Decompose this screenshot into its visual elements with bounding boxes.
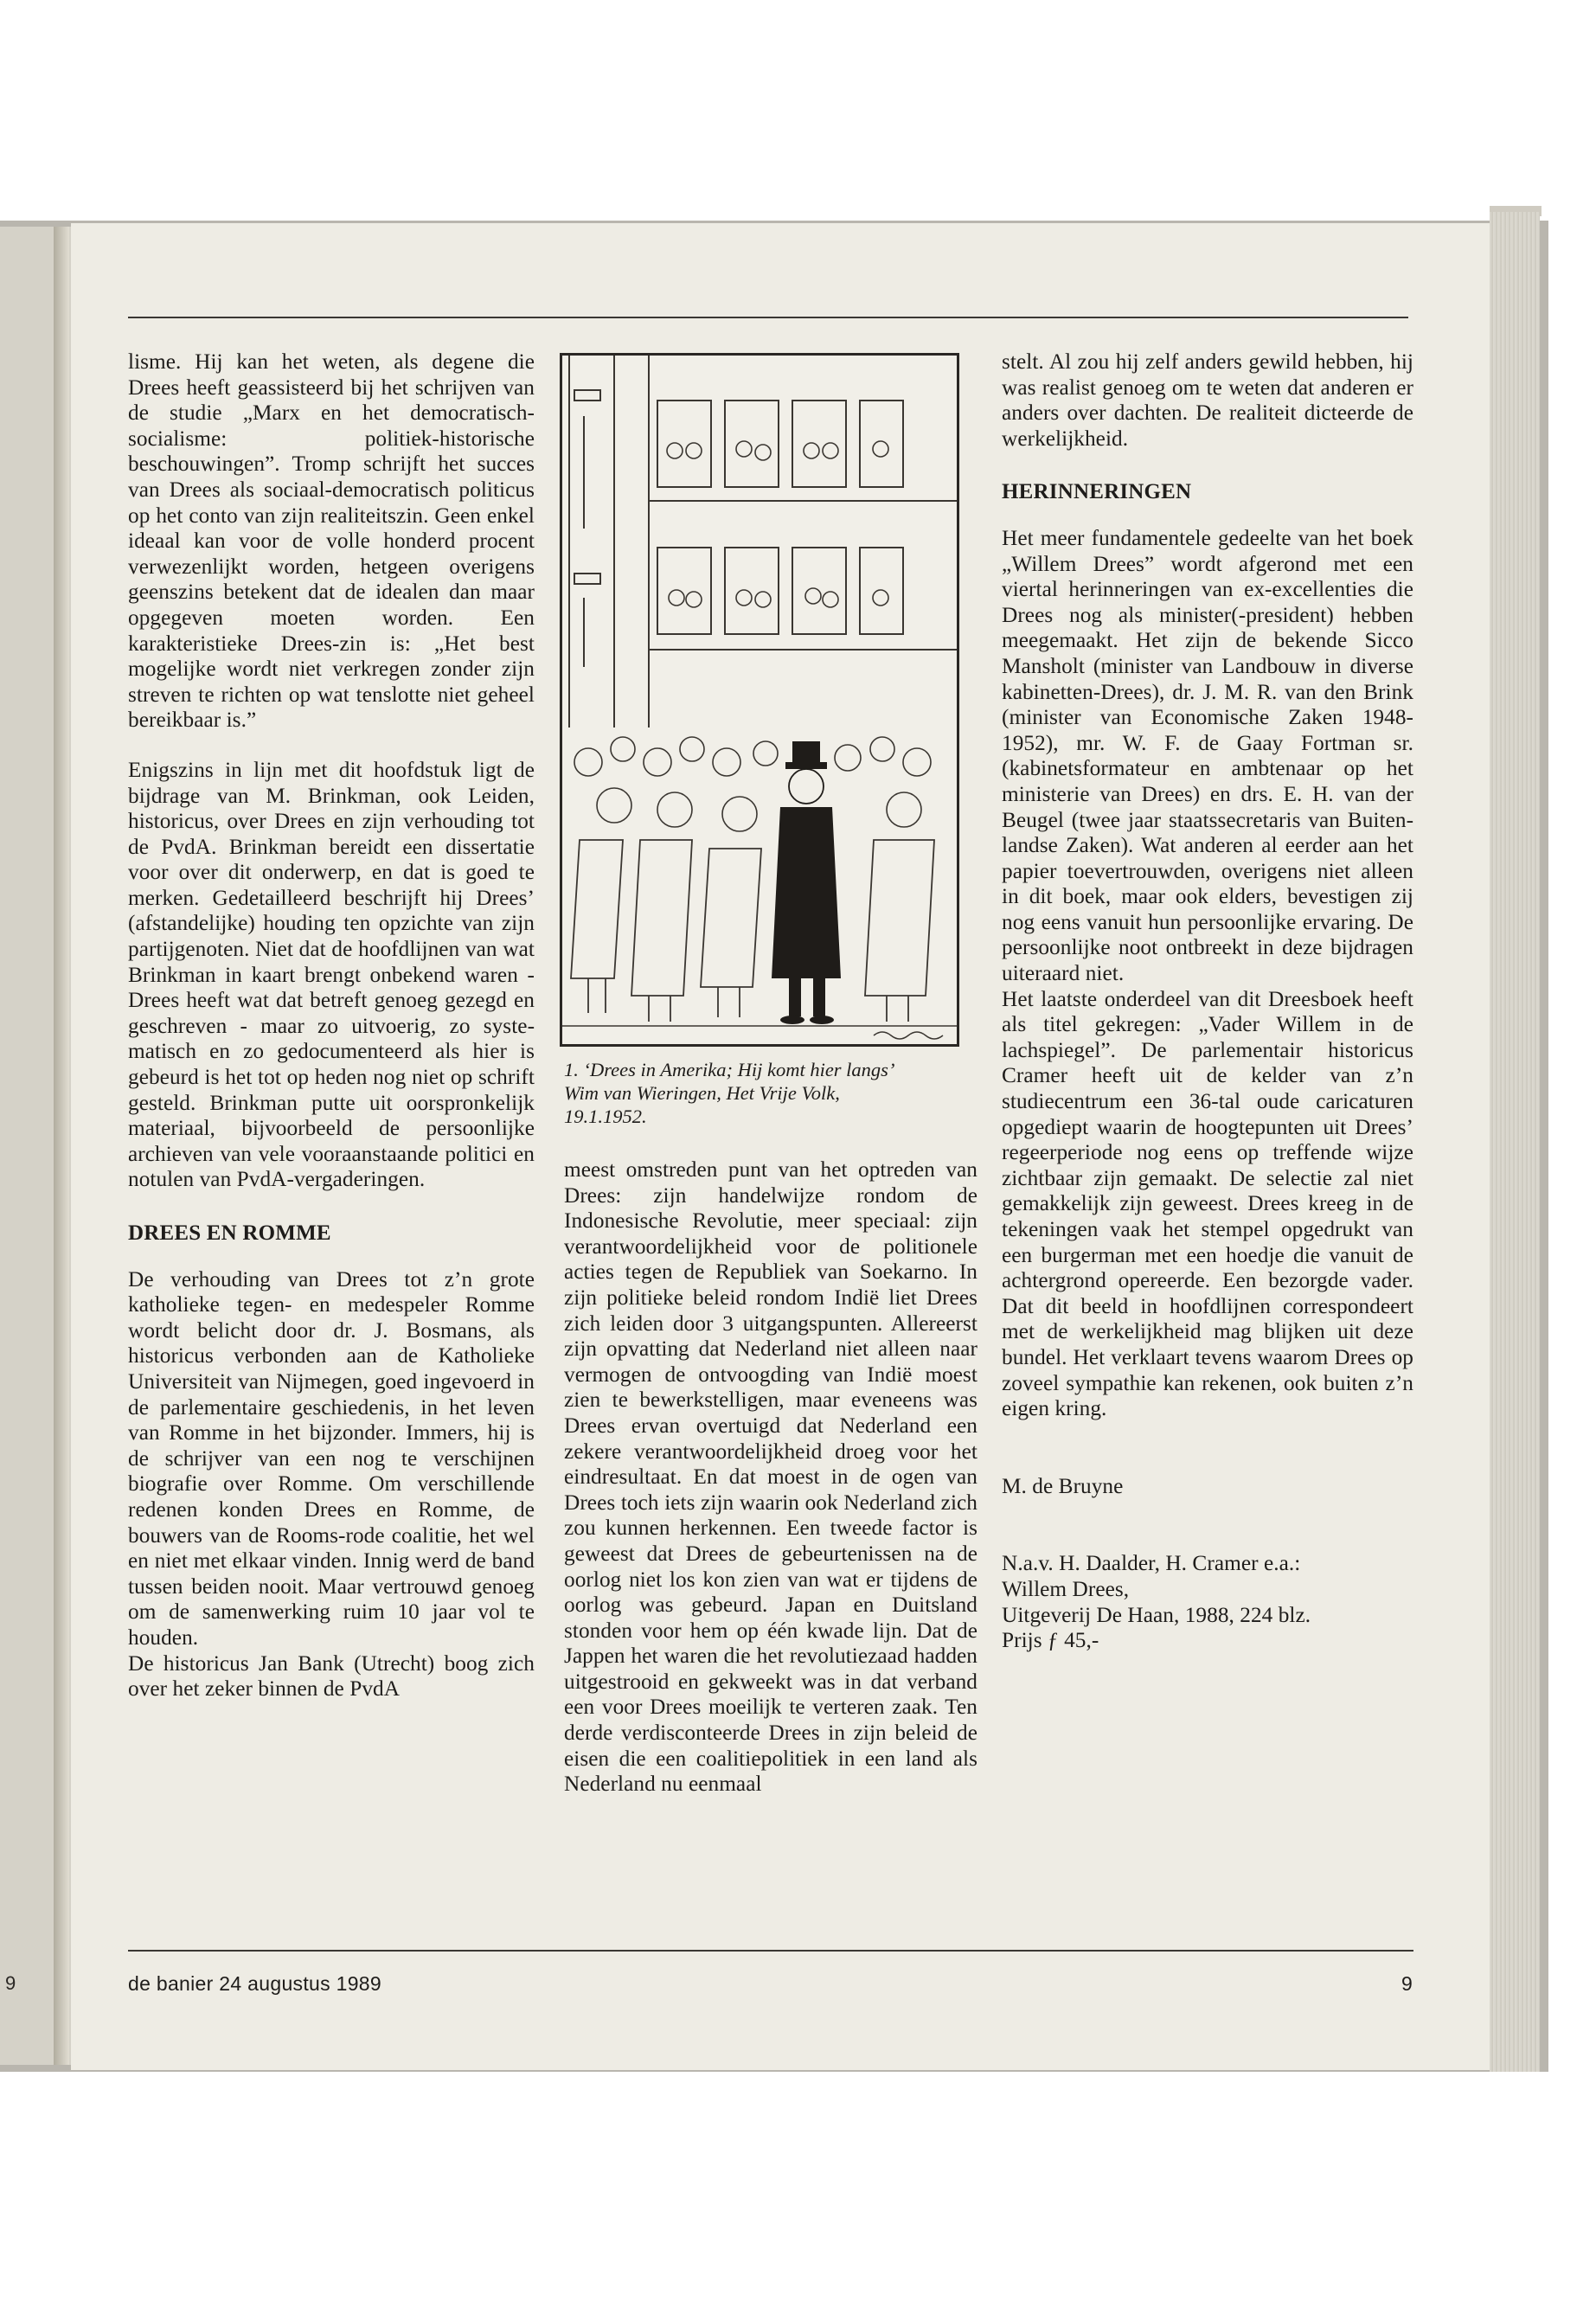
book-gutter (54, 227, 69, 2065)
section-heading-drees-en-romme: DREES EN ROMME (128, 1221, 331, 1245)
artist-signature (874, 1032, 943, 1039)
col1-paragraph-1: lisme. Hij kan het weten, als degene die Drees heeft geassisteerd bij het schrijven van de studie „Marx en het democratisch-socialisme: politiek-historische beschouwingen”. Tromp schrijft het succes van Drees als sociaal-democratisch politicus op het conto van zijn realiteitszin. Geen enkel ideaal kan voor de volle honderd procent verwezenlijkt worden, hetgeen overigens geenszins betekent dat de idealen dan maar opgegeven moeten worden. Een karakteristieke Drees-zin is: „Het best mogelijke wordt niet verkregen zonder zijn streven te richten op wat tenslotte niet geheel bereikbaar is.” (128, 349, 535, 733)
col3-paragraph-2: Het meer fundamentele gedeelte van het boek „Willem Drees” wordt afgerond met een viertal herinneringen van ex-excellenties die Drees nog als minister(-president) hebben meegemaakt. Het zijn de bekende Sicco Mansholt (minister van Landbouw in diverse kabinetten-Drees), dr. J. M. R. van den Brink (minister van Economische Zaken 1948-1952), mr. W. F. de Gaay Fortman sr. (kabinetsformateur en ambtenaar op het ministerie van Drees) en drs. E. H. van der Beugel (twee jaar staatssecretaris van Buitenlandse Zaken). Wat anderen al eerder aan het papier toevertrouwden, overigens niet alleen in dit boek, maar ook elders, bevestigen zij nog eens vanuit hun persoonlijke ervaring. De persoonlijke noot ontbreekt in deze bijdragen uiteraard niet. (1002, 525, 1413, 986)
reference-line-1: N.a.v. H. Daalder, H. Cramer e.a.: (1002, 1551, 1301, 1576)
footer-page-number: 9 (1401, 1972, 1413, 1995)
bottom-rule (128, 1950, 1413, 1952)
book-reference (1002, 1551, 1413, 1653)
caption-line-1: 1. ‘Drees in Amerika; Hij komt hier langs’ (564, 1059, 895, 1080)
caption-line-3: 19.1.1952. (564, 1106, 647, 1127)
caption-line-2: Wim van Wieringen, Het Vrije Volk, (564, 1082, 840, 1104)
col1-paragraph-2: Enigszins in lijn met dit hoofdstuk ligt de bijdrage van M. Brinkman, ook Leiden, historicus, over Drees en zijn verhouding tot de PvdA. Brinkman bereidt een dissertatie voor over dit onderwerp, en dat is goed te merken. Gedetailleerd beschrijft hij Drees’ (afstandelijke) houding ten opzichte van zijn partijgenoten. Niet dat de hoofdlijnen van wat Brinkman in kaart brengt onbekend waren - Drees heeft wat dat betreft genoeg gezegd en geschreven - maar zo uitvoerig, zo systematisch en zo gedocumenteerd als hier is gebeurd is het tot op heden nog niet op schrift gesteld. Brinkman putte uit oorspronkelijk materiaal, bijvoorbeeld de persoonlijke archieven van vele vooraanstaande politici en notulen van PvdA-vergaderingen. (128, 757, 535, 1192)
top-rule (128, 317, 1408, 318)
col2-paragraph-1: meest omstreden punt van het optreden van Drees: zijn handelwijze rondom de Indonesische Revolutie, meer speciaal: zijn verantwoordelijkheid voor de politionele acties tegen de Republiek van Soekarno. In zijn politieke beleid rondom Indië liet Drees zich leiden door 3 uitgangspunten. Allereerst zijn opvatting dat Nederland niet alleen naar vermogen de ontvoogding van Indië moest zien te bewerkstelligen, maar eveneens was Drees ervan overtuigd dat Nederland een zekere verantwoordelijkheid droeg voor het eindresultaat. En dat moest in de ogen van Drees toch iets zijn waarin ook Nederland zich zou kunnen herkennen. Een tweede factor is geweest dat Drees de gebeurtenissen na de oorlog niet los kon zien van wat er tijdens de oorlog was gebeurd. Japan en Duitsland stonden voor hem op één kwade lijn. Dat de Jappen het waren die het revolutiezaad hadden uitgestrooid en gekweekt was in dat verband een voor Drees moeilijk te verteren zaak. Ten derde verdisconteerde Drees in zijn beleid de eisen die een coalitiepolitiek in een land als Nederland nu eenmaal (564, 1157, 977, 1797)
col3-paragraph-1: stelt. Al zou hij zelf anders gewild hebben, hij was realist genoeg om te weten dat anderen er anders over dachten. De realiteit dicteerde de werkelijkheid. (1002, 349, 1413, 451)
reference-line-3: Uitgeverij De Haan, 1988, 224 blz. (1002, 1602, 1311, 1627)
cartoon-drawing (562, 356, 957, 1044)
reference-line-2: Willem Drees, (1002, 1576, 1130, 1601)
page-stack-edge (1490, 212, 1540, 2072)
col1-paragraph-3: De verhouding van Drees tot z’n grote katholieke tegen- en medespeler Romme wordt belicht door dr. J. Bosmans, als historicus verbonden aan de Katholieke Universiteit van Nijmegen, goed ingevoerd in de parlementaire geschiedenis, in het leven van Romme in het bijzonder. Immers, hij is de schrijver van een nog te verschijnen biografie over Romme. Om verschillende redenen konden Drees en Romme, de bouwers van de Rooms-rode coalitie, het wel en niet met elkaar vinden. Innig werd de band tussen beiden nooit. Maar vertrouwd genoeg om de samenwerking ruim 10 jaar vol te houden. (128, 1266, 535, 1650)
previous-page-number: 9 (5, 1972, 16, 1994)
column-2 (564, 1157, 977, 1798)
author-name: M. de Bruyne (1002, 1473, 1124, 1498)
section-heading-herinneringen: HERINNERINGEN (1002, 480, 1192, 504)
figure-caption (564, 1058, 979, 1128)
cartoon-figure (560, 353, 959, 1047)
column-1 (128, 349, 535, 1702)
column-3 (1002, 349, 1413, 1654)
col3-paragraph-3: Het laatste onderdeel van dit Dreesboek heeft als titel gekregen: „Vader Willem in de lachspiegel”. De parlementair historicus Cramer heeft uit de kelder van z’n studiecentrum een 36-tal oude caricaturen opgediept waarin de hoogtepunten uit Drees’ regeerperiode nog eens op treffende wijze zichtbaar zijn gemaakt. De selectie zal niet gemakkelijk zijn geweest. Drees kreeg in de tekeningen vaak het stempel opgedrukt van een burgerman met een hoedje die vanuit de achtergrond opereerde. Een bezorgde vader. Dat dit beeld in hoofdlijnen correspondeert met de werkelijkheid mag blijken uit deze bundel. Het verklaart tevens waarom Drees op zoveel sympathie kan rekenen, ook buiten z’n eigen kring. (1002, 986, 1413, 1421)
reference-line-4: Prijs ƒ 45,- (1002, 1628, 1099, 1653)
drees-figure (772, 741, 841, 1024)
col1-paragraph-4: De historicus Jan Bank (Utrecht) boog zich over het zeker binnen de PvdA (128, 1650, 535, 1702)
footer-publication: de banier 24 augustus 1989 (128, 1972, 381, 1995)
